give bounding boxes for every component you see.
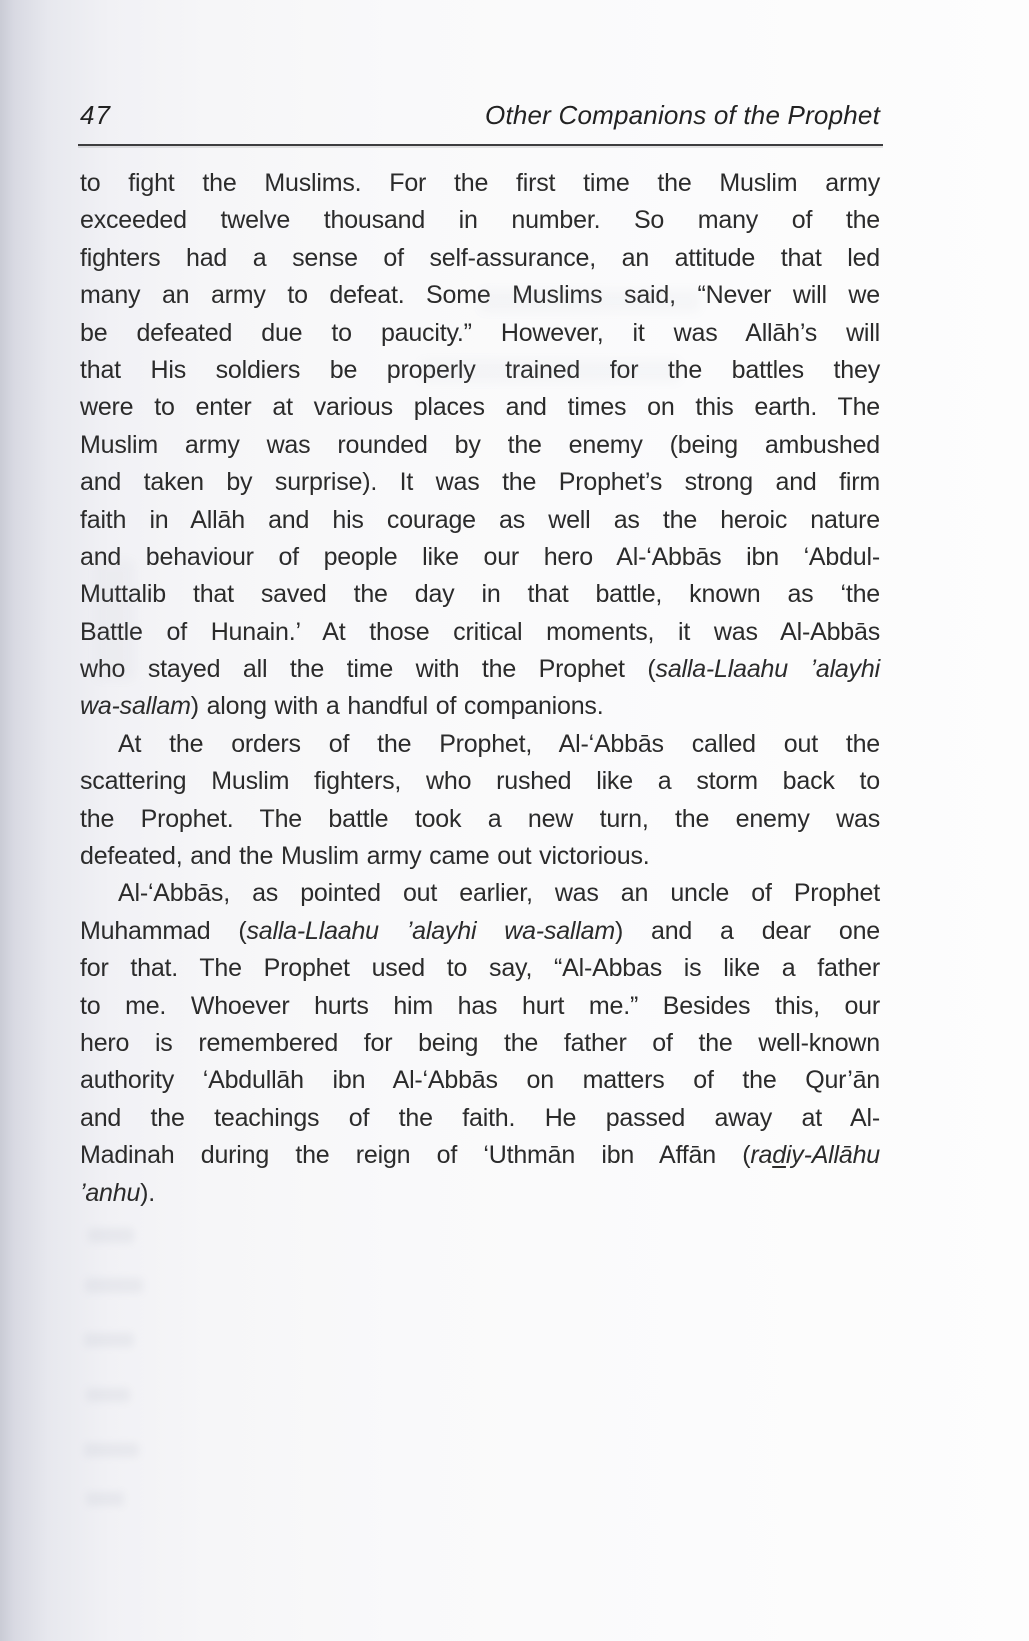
text-line xyxy=(80,913,880,950)
body-run: the Prophet. The battle took a new turn, the enemy was xyxy=(80,804,880,833)
bleed-through-mark xyxy=(95,560,135,680)
body-run: to fight the Muslims. For the first time the Muslim army xyxy=(80,169,880,197)
text-line xyxy=(80,838,880,875)
text-line xyxy=(80,1175,880,1212)
text-line xyxy=(80,688,880,725)
text-line xyxy=(80,502,880,539)
text-line xyxy=(80,614,880,651)
body-run: and taken by surprise). It was the Prophet’s strong and firm xyxy=(80,468,880,497)
body-run: be defeated due to paucity.” However, it was Allāh’s will xyxy=(80,318,880,347)
body-run: that His soldiers be properly trained for the battles they xyxy=(80,355,880,384)
text-line xyxy=(80,651,880,688)
text-line xyxy=(80,202,880,239)
text-line xyxy=(80,389,880,426)
body-run: to me. Whoever hurts him has hurt me.” Besides this, our xyxy=(80,991,880,1020)
text-line xyxy=(80,240,880,277)
text-line xyxy=(80,763,880,800)
body-run: Muttalib that saved the day in that battle, known as ‘the xyxy=(80,580,880,609)
body-run: hero is remembered for being the father of the well-known xyxy=(80,1028,880,1057)
body-run: faith in Allāh and his courage as well as the heroic nature xyxy=(80,505,880,534)
body-run: for that. The Prophet used to say, “Al-Abbas is like a father xyxy=(80,954,880,983)
body-run: Muhammad ( xyxy=(80,916,247,945)
body-run: scattering Muslim fighters, who rushed like a storm back to xyxy=(80,767,880,796)
text-line xyxy=(80,726,880,763)
transliteration-text: ra xyxy=(750,1141,773,1170)
paragraph xyxy=(80,875,880,1212)
page-number: 47 xyxy=(80,100,111,130)
bleed-through-mark xyxy=(84,1333,134,1347)
bleed-through-mark xyxy=(480,290,700,312)
text-line xyxy=(80,1137,880,1174)
text-line xyxy=(80,315,880,352)
body-run: At the orders of the Prophet, Al-‘Abbās called out the xyxy=(118,729,880,758)
transliteration-text: wa-sallam xyxy=(80,692,191,721)
body-run: defeated, and the Muslim army came out victorious. xyxy=(80,842,650,871)
transliteration-text: ’anhu xyxy=(80,1178,141,1207)
text-line xyxy=(80,1062,880,1099)
body-run: ) along with a handful of companions. xyxy=(190,692,604,721)
body-run: were to enter at various places and times on this earth. The xyxy=(80,393,880,422)
text-line xyxy=(80,165,880,202)
transliteration-text: d xyxy=(772,1141,786,1170)
body-run: Muslim army was rounded by the enemy (being ambushed xyxy=(80,430,880,459)
bleed-through-mark xyxy=(84,1443,139,1457)
transliteration-text: salla-Llaahu ’alayhi wa-sallam xyxy=(246,916,615,945)
paragraph xyxy=(80,165,880,726)
text-line xyxy=(80,1025,880,1062)
paragraph xyxy=(80,726,880,876)
body-run: fighters had a sense of self-assurance, an attitude that led xyxy=(80,243,880,272)
page-header xyxy=(80,100,880,131)
bleed-through-mark xyxy=(420,360,680,382)
bleed-through-mark xyxy=(85,1278,143,1293)
text-line xyxy=(80,464,880,501)
text-line xyxy=(80,950,880,987)
body-run: Al-‘Abbās, as pointed out earlier, was an uncle of Prophet xyxy=(118,879,880,908)
text-line xyxy=(80,427,880,464)
body-run: authority ‘Abdullāh ibn Al-‘Abbās on matters of the Qur’ān xyxy=(80,1066,880,1095)
text-line xyxy=(80,539,880,576)
bleed-through-mark xyxy=(86,1492,124,1506)
bleed-through-mark xyxy=(88,1228,134,1243)
text-line xyxy=(80,875,880,912)
body-run: many an army to defeat. Some Muslims said, “Never will we xyxy=(80,281,880,310)
body-run: ) and a dear one xyxy=(614,916,880,945)
text-line xyxy=(80,988,880,1025)
running-header-title: Other Companions of the Prophet xyxy=(485,100,880,130)
body-run: ). xyxy=(140,1178,156,1207)
header-rule xyxy=(78,144,883,146)
body-text xyxy=(80,165,880,1212)
body-run: Madinah during the reign of ‘Uthmān ibn Affān ( xyxy=(80,1141,751,1170)
transliteration-text: salla-Llaahu ’alayhi xyxy=(655,655,880,684)
text-line xyxy=(80,1100,880,1137)
bleed-through-mark xyxy=(86,1388,130,1402)
body-run: exceeded twelve thousand in number. So many of the xyxy=(80,206,880,235)
body-run: who stayed all the time with the Prophet ( xyxy=(80,655,656,684)
text-line xyxy=(80,801,880,838)
text-line xyxy=(80,576,880,613)
body-run: and the teachings of the faith. He passed away at Al- xyxy=(80,1103,880,1132)
transliteration-text: iy-Allāhu xyxy=(785,1141,880,1170)
body-run: Battle of Hunain.’ At those critical moments, it was Al-Abbās xyxy=(80,617,880,646)
body-run: and behaviour of people like our hero Al-‘Abbās ibn ‘Abdul- xyxy=(80,542,880,571)
